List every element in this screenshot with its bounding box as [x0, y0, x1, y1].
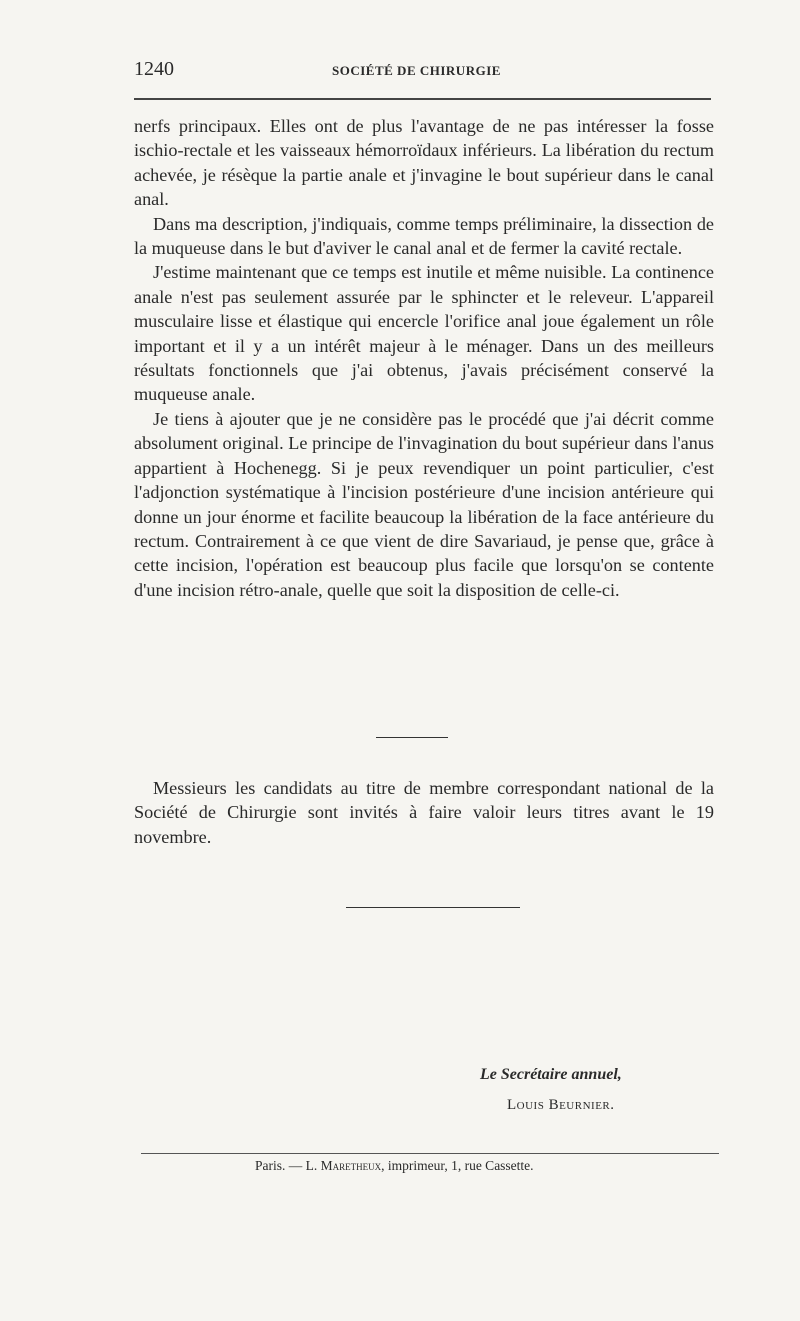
imprint-printer-name: L. Maretheux	[305, 1158, 382, 1173]
page-header	[134, 58, 712, 86]
paragraph: Je tiens à ajouter que je ne considère pas le procédé que j'ai décrit comme absolument original. Le principe de l'invagination du bout supérieur dans l'anus appartient à Hochenegg. Si je peux revendiquer un point particulier, c'est l'adjonction systématique à l'incision postérieure d'une incision antérieure qui donne un jour énorme et facilite beaucoup la libération de la face antérieure du rectum. Contrairement à ce que vient de dire Savariaud, je pense que, grâce à cette incision, l'opération est beaucoup plus facile que lorsqu'on se contente d'une incision rétro-anale, quelle que soit la disposition de celle-ci.	[134, 408, 714, 600]
running-title: SOCIÉTÉ DE CHIRURGIE	[332, 63, 501, 78]
section-divider	[346, 907, 520, 908]
header-rule	[134, 98, 711, 100]
imprint-suffix: , imprimeur, 1, rue Cassette.	[381, 1158, 534, 1173]
notice-text: Messieurs les candidats au titre de membre correspondant national de la Société de Chirurgie sont invités à faire valoir leurs titres avant le 19 novembre.	[134, 778, 714, 847]
page-number: 1240	[134, 58, 174, 80]
printer-imprint	[255, 1158, 534, 1174]
notice	[134, 776, 714, 849]
footer-rule	[141, 1153, 719, 1154]
article-body	[134, 114, 714, 602]
paragraph: Dans ma description, j'indiquais, comme temps préliminaire, la dissection de la muqueuse dans le but d'aviver le canal anal et de fermer la cavité rectale.	[134, 213, 714, 259]
section-divider	[376, 737, 448, 738]
signature-name: Louis Beurnier.	[507, 1097, 615, 1113]
signature-role: Le Secrétaire annuel,	[480, 1066, 622, 1083]
imprint-prefix: Paris. —	[255, 1158, 306, 1173]
paragraph: J'estime maintenant que ce temps est inutile et même nuisible. La continence anale n'est pas seulement assurée par le sphincter et le releveur. L'appareil musculaire lisse et élastique qui encercle l'orifice anal joue également un rôle important et il y a un intérêt majeur à le ménager. Dans un des meilleurs résultats fonctionnels que j'ai obtenus, j'avais précisément conservé la muqueuse anale.	[134, 262, 714, 405]
paragraph: nerfs principaux. Elles ont de plus l'avantage de ne pas intéresser la fosse ischio-rectale et les vaisseaux hémorroïdaux inférieurs. La libération du rectum achevée, je résèque la partie anale et j'invagine le bout supérieur dans le canal anal.	[134, 116, 714, 210]
